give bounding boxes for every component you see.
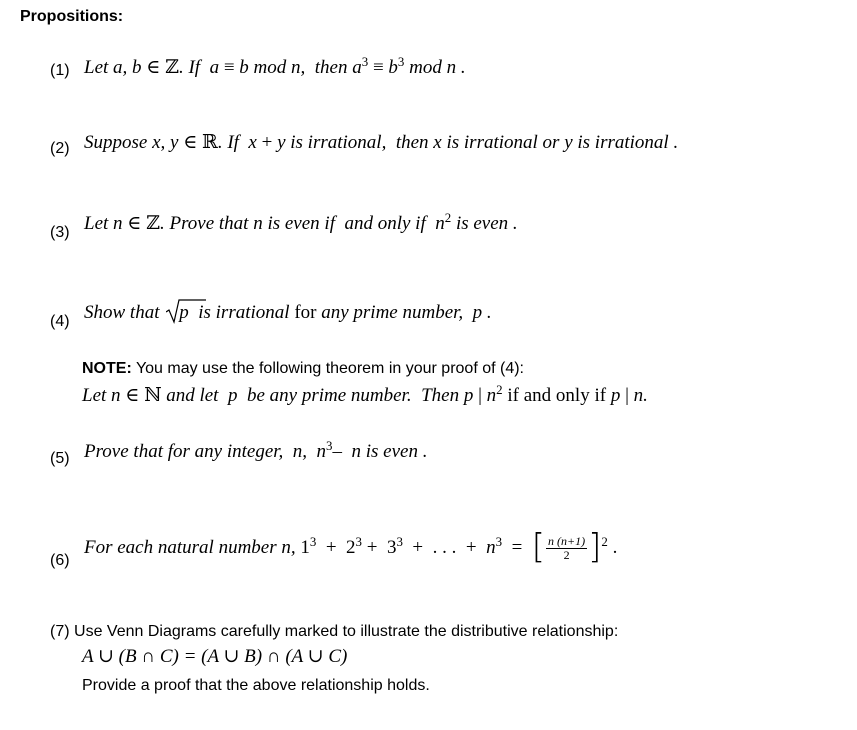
square-root: p xyxy=(166,302,189,324)
item-number-2: (2) xyxy=(50,140,70,157)
proposition-6: For each natural number n, $1^3 + 2^3 + 3^3$ + . . . + $n^3$ = [ $\frac{n (n+1)}{2}$ ]$^2$ . xyxy=(84,527,618,567)
proposition-5: Prove that for any integer, n, $n^3-$ n is even . xyxy=(84,437,428,462)
proposition-4: Show that p is irrational for any prime number, p . xyxy=(84,302,492,323)
item-number-4: (4) xyxy=(50,313,70,330)
distributive-formula: A ∪ (B ∩ C) = (A ∪ B) ∩ (A ∪ C) xyxy=(82,646,348,667)
proposition-7-intro: (7) Use Venn Diagrams carefully marked to illustrate the distributive relationship: xyxy=(50,623,619,640)
note-text: You may use the following theorem in your proof of (4): xyxy=(131,360,524,377)
item-number-1: (1) xyxy=(50,62,70,79)
note-label: NOTE: xyxy=(82,360,132,377)
proposition-2: Suppose x, y ∈ ℝ. If x + y is irrational, then x is irrational or y is irrational . xyxy=(84,132,679,153)
item-number-3: (3) xyxy=(50,224,70,241)
page-title: Propositions: xyxy=(20,8,124,25)
proposition-3: Let n ∈ ℤ. Prove that n is even if and only if $n^2$ is even . xyxy=(84,209,518,234)
item-number-6: (6) xyxy=(50,552,70,569)
proposition-1: Let a, b ∈ ℤ. If a ≡ b mod n, then $a^3 \equiv b^3$ mod n . xyxy=(84,53,466,78)
theorem: Let n ∈ ℕ and let p be any prime number. Then p | $n^2$ if and only if p | n. xyxy=(82,381,648,406)
note-line xyxy=(82,360,524,378)
proof-instruction: Provide a proof that the above relationship holds. xyxy=(82,677,430,694)
item-number-7: (7) xyxy=(50,623,70,640)
item-number-5: (5) xyxy=(50,450,70,467)
